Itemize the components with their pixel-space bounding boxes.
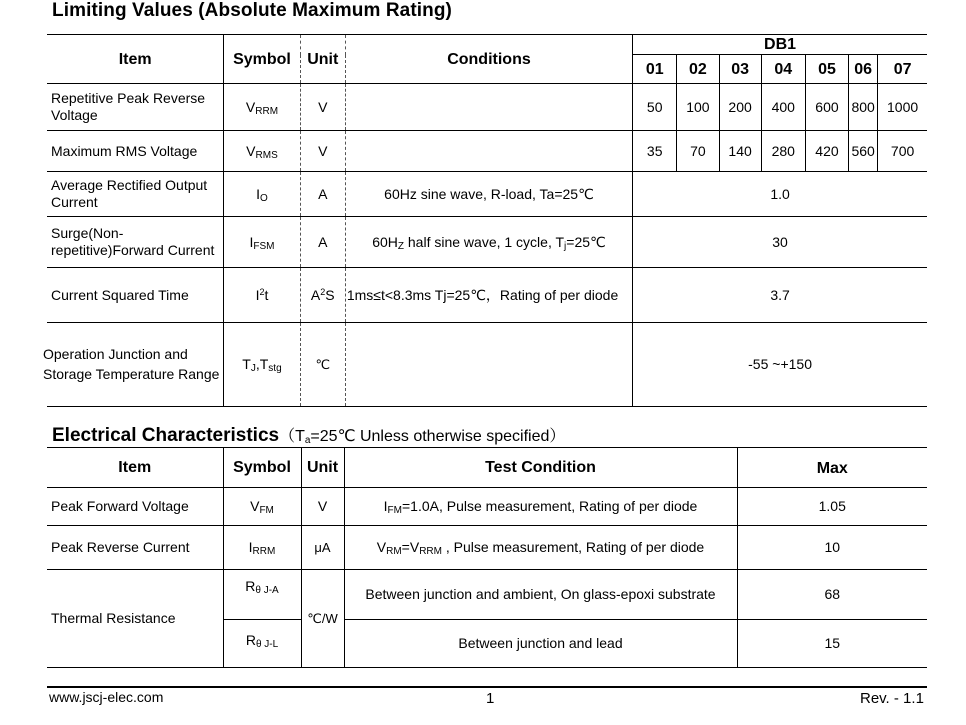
table-row xyxy=(47,217,927,268)
unit-cell: V xyxy=(300,131,345,172)
code-04: 04 xyxy=(761,55,805,84)
footer-website: www.jscj-elec.com xyxy=(49,689,164,705)
value-05: 420 xyxy=(805,131,848,172)
header-row xyxy=(47,35,927,55)
table-row xyxy=(47,172,927,217)
section-title-limiting-values: Limiting Values (Absolute Maximum Rating) xyxy=(52,0,452,21)
value-03: 200 xyxy=(719,84,761,131)
condition-cell: 1ms≤t<8.3ms Tj=25℃，Rating of per diode xyxy=(345,268,632,323)
code-03: 03 xyxy=(719,55,761,84)
unit-cell: A xyxy=(300,172,345,217)
condition-cell xyxy=(345,84,632,131)
header-test-condition: Test Condition xyxy=(344,448,737,488)
symbol-cell: $I^2t$ xyxy=(224,268,300,323)
item-label xyxy=(43,323,224,407)
value-06: 800 xyxy=(849,84,878,131)
value-02: 70 xyxy=(677,131,719,172)
value-01: 35 xyxy=(633,131,677,172)
max-value: 1.05 xyxy=(737,488,927,526)
code-05: 05 xyxy=(805,55,848,84)
unit-cell: V xyxy=(301,488,344,526)
unit-cell: V xyxy=(300,84,345,131)
condition-cell: Between junction and lead xyxy=(344,620,737,668)
unit-cell: A xyxy=(300,217,345,268)
condition-cell xyxy=(345,323,632,407)
symbol-cell: $V_{RRM}$ xyxy=(224,84,300,131)
value-all: 30 xyxy=(633,217,927,268)
footer-revision: Rev. - 1.1 xyxy=(860,690,924,707)
header-row xyxy=(47,448,927,488)
header-item: Item xyxy=(47,448,223,488)
condition-cell: Between junction and ambient, On glass-epoxi substrate xyxy=(344,570,737,620)
code-06: 06 xyxy=(849,55,878,84)
symbol-cell: $I_O$ xyxy=(224,172,300,217)
symbol-cell: $R_{\theta J-L}$ xyxy=(223,620,301,668)
max-value: 68 xyxy=(737,570,927,620)
table-row xyxy=(47,131,927,172)
table-row xyxy=(47,488,927,526)
value-01: 50 xyxy=(633,84,677,131)
condition-cell: $I_{FM}=1.0A$, Pulse measurement, Rating of per diode xyxy=(344,488,737,526)
symbol-cell: $R_{\theta J-A}$ xyxy=(223,570,301,620)
value-07: 700 xyxy=(878,131,927,172)
table-row xyxy=(47,323,927,407)
header-unit: Unit xyxy=(301,448,344,488)
item-label: Surge(Non-repetitive)Forward Current xyxy=(47,217,224,268)
symbol-cell: $T_J,T_{stg}$ xyxy=(224,323,300,407)
symbol-cell: $I_{FSM}$ xyxy=(224,217,300,268)
limiting-values-table xyxy=(43,34,927,407)
header-unit: Unit xyxy=(300,35,345,84)
table-row xyxy=(47,526,927,570)
header-item: Item xyxy=(47,35,224,84)
item-label: Thermal Resistance xyxy=(47,570,223,668)
value-03: 140 xyxy=(719,131,761,172)
header-symbol: Symbol xyxy=(223,448,301,488)
header-symbol: Symbol xyxy=(224,35,300,84)
item-label-line1: Operation Junction and xyxy=(43,346,188,362)
unit-cell: μA xyxy=(301,526,344,570)
value-all: 1.0 xyxy=(633,172,927,217)
value-all: -55 ~+150 xyxy=(633,323,927,407)
footer-divider xyxy=(47,686,927,688)
header-conditions: Conditions xyxy=(345,35,632,84)
electrical-characteristics-table xyxy=(47,447,927,668)
unit-cell: ℃ xyxy=(300,323,345,407)
condition-cell: 60Hz sine wave, R-load, Ta=25℃ xyxy=(345,172,632,217)
code-07: 07 xyxy=(878,55,927,84)
item-label: Peak Forward Voltage xyxy=(47,488,223,526)
max-value: 10 xyxy=(737,526,927,570)
max-value: 15 xyxy=(737,620,927,668)
condition-cell xyxy=(345,131,632,172)
value-07: 1000 xyxy=(878,84,927,131)
item-label: Peak Reverse Current xyxy=(47,526,223,570)
value-06: 560 xyxy=(849,131,878,172)
item-label: Maximum RMS Voltage xyxy=(47,131,224,172)
table-row xyxy=(47,84,927,131)
unit-cell: $A^2S$ xyxy=(300,268,345,323)
item-label-line2: Storage Temperature Range xyxy=(43,366,220,382)
footer-page-number: 1 xyxy=(486,690,495,707)
header-group-db1: DB1 xyxy=(633,35,927,55)
table-row xyxy=(47,570,927,620)
section-title-electrical: Electrical $Characteristics(T_a=25℃$ Unless otherwise specified） xyxy=(52,425,566,446)
item-label: Current Squared Time xyxy=(47,268,224,323)
value-05: 600 xyxy=(805,84,848,131)
code-01: 01 xyxy=(633,55,677,84)
value-04: 280 xyxy=(761,131,805,172)
value-04: 400 xyxy=(761,84,805,131)
code-02: 02 xyxy=(677,55,719,84)
value-02: 100 xyxy=(677,84,719,131)
symbol-cell: $V_{RMS}$ xyxy=(224,131,300,172)
item-label: Repetitive Peak Reverse Voltage xyxy=(47,84,224,131)
value-all: 3.7 xyxy=(633,268,927,323)
symbol-cell: $V_{FM}$ xyxy=(223,488,301,526)
item-label: Average Rectified Output Current xyxy=(47,172,224,217)
condition-cell: $V_{RM}=V_{RRM}$ , Pulse measurement, Rating of per diode xyxy=(344,526,737,570)
header-max: Max xyxy=(737,448,927,488)
unit-cell: ℃/W xyxy=(301,570,344,668)
symbol-cell: $I_{RRM}$ xyxy=(223,526,301,570)
condition-cell: $60H_Z$ half sine wave, 1 cycle, $T_j=25℃$ xyxy=(345,217,632,268)
table-row xyxy=(47,268,927,323)
